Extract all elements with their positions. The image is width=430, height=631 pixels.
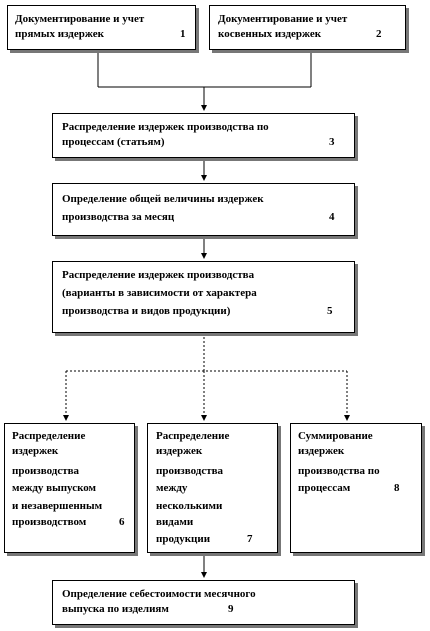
- box-1-number: 1: [180, 28, 186, 40]
- box-7-line-5: несколькими: [156, 500, 223, 512]
- box-7-line-6: видами: [156, 516, 194, 528]
- box-6-number: 6: [119, 516, 125, 528]
- box-8-line-1: Суммирование: [298, 430, 373, 442]
- box-7: [147, 423, 278, 553]
- box-7-number: 7: [247, 533, 253, 545]
- box-8-line-4: процессам: [298, 482, 351, 494]
- box-2-number: 2: [376, 28, 382, 40]
- box-7-line-2: издержек: [156, 445, 203, 457]
- box-7-line-3: производства: [156, 465, 224, 477]
- box-5-line-3: производства и видов продукции): [62, 305, 231, 317]
- box-1-line-2: прямых издержек: [15, 28, 104, 40]
- box-3-line-2: процессам (статьям): [62, 136, 165, 148]
- box-6-line-5: и незавершенным: [12, 500, 103, 512]
- box-6-line-1: Распределение: [12, 430, 86, 442]
- box-4-line-1: Определение общей величины издержек: [62, 193, 264, 205]
- box-6-line-4: между выпуском: [12, 482, 97, 494]
- box-3: [52, 113, 355, 158]
- box-2-line-2: косвенных издержек: [218, 28, 322, 40]
- box-5-line-1: Распределение издержек производства: [62, 269, 255, 281]
- box-9: [52, 580, 355, 625]
- box-2-line-1: Документирование и учет: [218, 13, 348, 25]
- box-5-line-2: (варианты в зависимости от характера: [62, 287, 257, 299]
- box-6-line-2: издержек: [12, 445, 59, 457]
- box-3-number: 3: [329, 136, 335, 148]
- box-6-line-6: производством: [12, 516, 87, 528]
- box-5-number: 5: [327, 305, 333, 317]
- box-2: [209, 5, 406, 50]
- box-1-line-1: Документирование и учет: [15, 13, 145, 25]
- box-7-line-4: между: [156, 482, 188, 494]
- box-3-line-1: Распределение издержек производства по: [62, 121, 269, 133]
- box-9-number: 9: [228, 603, 234, 615]
- box-8-line-3: производства по: [298, 465, 380, 477]
- box-7-line-7: продукции: [156, 533, 211, 545]
- box-1: [7, 5, 196, 50]
- box-7-line-1: Распределение: [156, 430, 230, 442]
- box-6: [4, 423, 135, 553]
- box-9-line-1: Определение себестоимости месячного: [62, 588, 256, 600]
- box-5: [52, 261, 355, 333]
- box-4-number: 4: [329, 211, 335, 223]
- box-9-line-2: выпуска по изделиям: [62, 603, 169, 615]
- box-8: [290, 423, 422, 553]
- box-4-line-2: производства за месяц: [62, 211, 175, 223]
- box-4: [52, 183, 355, 236]
- box-8-number: 8: [394, 482, 400, 494]
- box-6-line-3: производства: [12, 465, 80, 477]
- box-8-line-2: издержек: [298, 445, 345, 457]
